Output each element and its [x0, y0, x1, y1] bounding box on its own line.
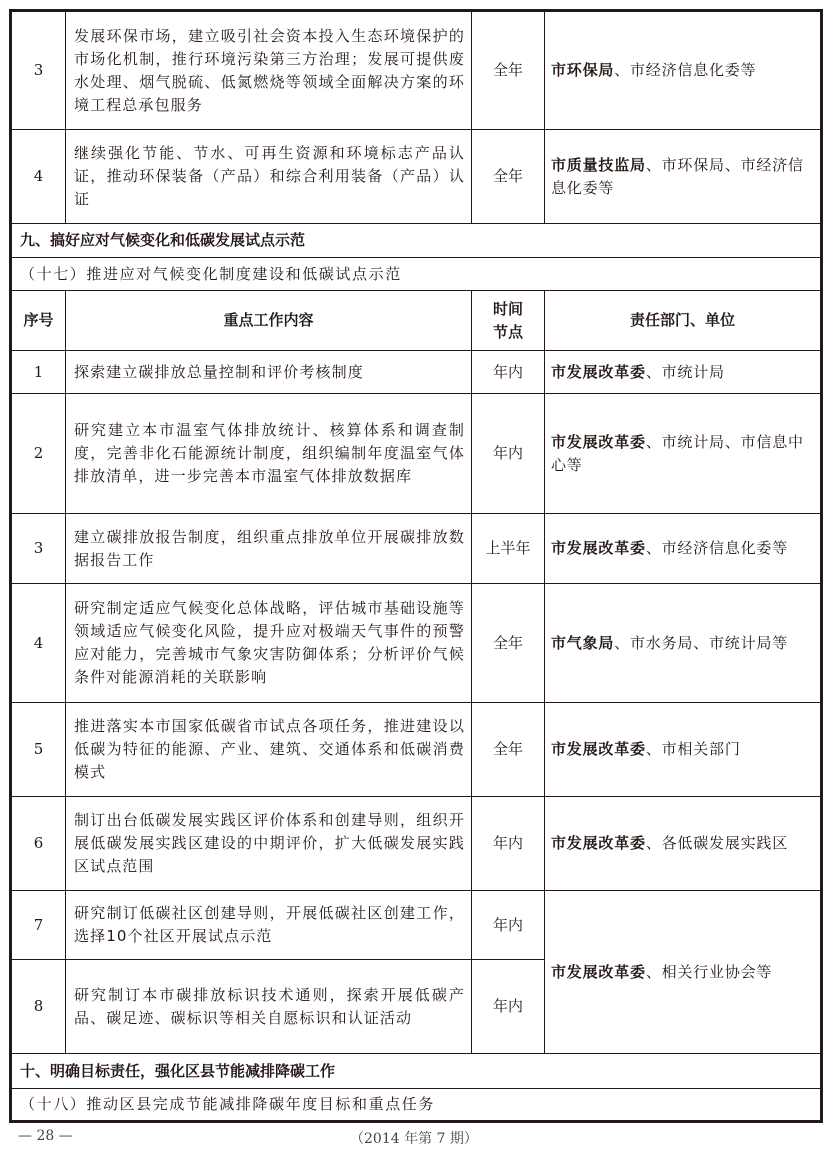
subsection-heading: （十八）推动区县完成节能减排降碳年度目标和重点任务 [11, 1089, 822, 1122]
row-time: 年内 [472, 394, 545, 514]
other-departments: 、各低碳发展实践区 [645, 834, 789, 852]
subsection-heading-row [11, 258, 822, 291]
row-time: 全年 [472, 703, 545, 797]
lead-department: 市发展改革委 [551, 539, 646, 557]
section-heading-row [11, 224, 822, 258]
header-time [472, 291, 545, 351]
row-time: 上半年 [472, 514, 545, 584]
row-content: 推进落实本市国家低碳省市试点各项任务，推进建设以低碳为特征的能源、产业、建筑、交通体系和低碳消费模式 [66, 703, 472, 797]
table-row [11, 584, 822, 703]
lead-department: 市发展改革委 [551, 962, 646, 981]
row-time: 年内 [472, 351, 545, 394]
subsection-heading: （十七）推进应对气候变化制度建设和低碳试点示范 [11, 258, 822, 291]
row-time: 年内 [472, 797, 545, 891]
row-number: 3 [11, 11, 66, 130]
other-departments: 、市相关部门 [645, 740, 741, 758]
row-time: 全年 [472, 130, 545, 224]
lead-department: 市发展改革委 [551, 834, 646, 852]
other-departments: 、相关行业协会等 [645, 962, 773, 981]
other-departments: 、市经济信息化委等 [614, 61, 757, 79]
other-departments: 、市经济信息化委等 [645, 539, 789, 557]
row-department [545, 514, 822, 584]
header-department: 责任部门、单位 [545, 291, 822, 351]
header-time-line1: 时间 [492, 299, 523, 318]
row-department-merged [545, 891, 822, 1054]
section-heading-row [11, 1054, 822, 1089]
row-time: 全年 [472, 11, 545, 130]
row-number: 2 [11, 394, 66, 514]
row-content: 研究制订低碳社区创建导则，开展低碳社区创建工作，选择10个社区开展试点示范 [66, 891, 472, 960]
column-header-row [11, 291, 822, 351]
row-content: 探索建立碳排放总量控制和评价考核制度 [66, 351, 472, 394]
row-department [545, 11, 822, 130]
row-content: 研究建立本市温室气体排放统计、核算体系和调查制度，完善非化石能源统计制度，组织编制年度温室气体排放清单，进一步完善本市温室气体排放数据库 [66, 394, 472, 514]
row-time: 年内 [472, 960, 545, 1054]
page-number: — 28 — [18, 1128, 73, 1144]
table-row [11, 514, 822, 584]
row-content: 建立碳排放报告制度，组织重点排放单位开展碳排放数据报告工作 [66, 514, 472, 584]
row-number: 1 [11, 351, 66, 394]
other-departments: 、市统计局 [645, 362, 725, 381]
row-content: 研究制订本市碳排放标识技术通则，探索开展低碳产品、碳足迹、碳标识等相关自愿标识和认证活动 [66, 960, 472, 1054]
table-row [11, 703, 822, 797]
other-departments: 、市统计局、市信息中心等 [551, 432, 804, 474]
lead-department: 市发展改革委 [551, 432, 646, 451]
row-department [545, 130, 822, 224]
row-time: 年内 [472, 891, 545, 960]
table-row [11, 891, 822, 960]
row-number: 7 [11, 891, 66, 960]
row-time: 全年 [472, 584, 545, 703]
row-department [545, 703, 822, 797]
row-department [545, 394, 822, 514]
lead-department: 市发展改革委 [551, 740, 646, 758]
row-content: 制订出台低碳发展实践区评价体系和创建导则，组织开展低碳发展实践区建设的中期评价，扩大低碳发展实践区试点范围 [66, 797, 472, 891]
row-number: 5 [11, 703, 66, 797]
table-row [11, 394, 822, 514]
other-departments: 、市水务局、市统计局等 [614, 633, 789, 652]
row-content: 发展环保市场，建立吸引社会资本投入生态环境保护的市场化机制，推行环境污染第三方治理；发展可提供废水处理、烟气脱硫、低氮燃烧等领域全面解决方案的环境工程总承包服务 [66, 11, 472, 130]
lead-department: 市气象局 [551, 633, 615, 652]
table-row [11, 797, 822, 891]
row-number: 4 [11, 130, 66, 224]
row-department [545, 797, 822, 891]
row-department [545, 351, 822, 394]
row-department [545, 584, 822, 703]
row-number: 8 [11, 960, 66, 1054]
header-content: 重点工作内容 [66, 291, 472, 351]
row-number: 4 [11, 584, 66, 703]
row-number: 3 [11, 514, 66, 584]
header-time-line2: 节点 [492, 322, 523, 341]
row-number: 6 [11, 797, 66, 891]
table-row [11, 351, 822, 394]
table-row [11, 130, 822, 224]
section-heading: 十、明确目标责任，强化区县节能减排降碳工作 [11, 1054, 822, 1089]
row-content: 继续强化节能、节水、可再生资源和环境标志产品认证，推动环保装备（产品）和综合利用装备（产品）认证 [66, 130, 472, 224]
section-heading: 九、搞好应对气候变化和低碳发展试点示范 [11, 224, 822, 258]
table-row [11, 11, 822, 130]
header-number: 序号 [11, 291, 66, 351]
row-content: 研究制定适应气候变化总体战略，评估城市基础设施等领域适应气候变化风险，提升应对极端天气事件的预警应对能力，完善城市气象灾害防御体系；分析评价气候条件对能源消耗的关联影响 [66, 584, 472, 703]
lead-department: 市质量技监局 [551, 155, 646, 174]
lead-department: 市发展改革委 [551, 362, 646, 381]
issue-label: （2014 年第 7 期） [350, 1131, 478, 1147]
subsection-heading-row [11, 1089, 822, 1122]
other-departments: 、市环保局、市经济信息化委等 [551, 155, 804, 197]
lead-department: 市环保局 [551, 61, 615, 79]
work-plan-table [9, 9, 823, 1123]
